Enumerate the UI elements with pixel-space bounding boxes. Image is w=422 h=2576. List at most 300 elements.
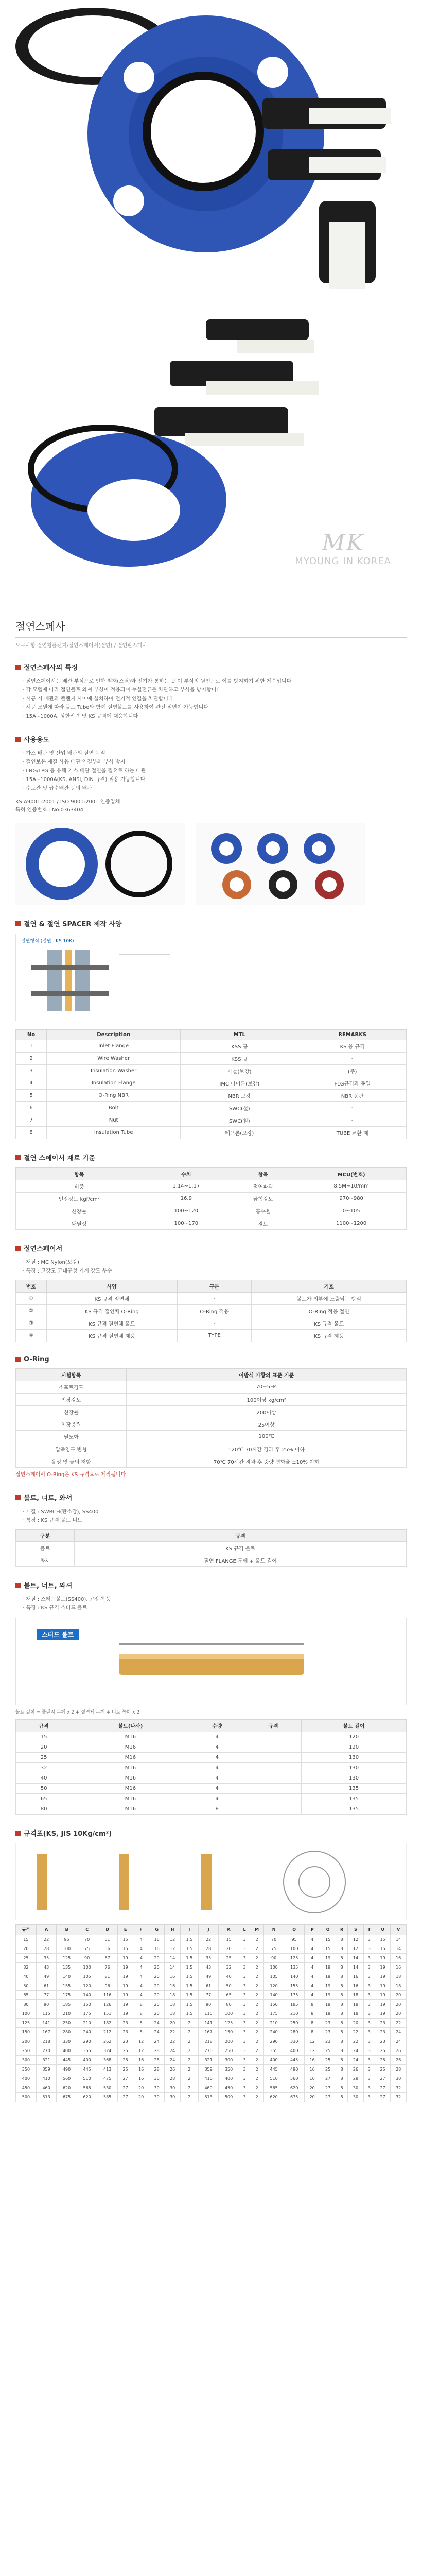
- table-header: REMARKS: [298, 1030, 407, 1040]
- table-cell: 80: [219, 2000, 239, 2009]
- table-cell: 30: [348, 2083, 363, 2093]
- table-cell: 2: [250, 2065, 264, 2074]
- table-cell: 141: [36, 2019, 57, 2028]
- table-header-row: [16, 1369, 407, 1381]
- table-cell: 20: [133, 2083, 149, 2093]
- table-cell: 3: [239, 1991, 250, 2000]
- table-cell: 19: [117, 1972, 133, 1981]
- section-marker-icon: [15, 1495, 21, 1500]
- table-cell: 620: [57, 2083, 77, 2093]
- table-cell: 14: [348, 1963, 363, 1972]
- table-cell: 500: [16, 2093, 37, 2102]
- table-cell: 19: [117, 1981, 133, 1991]
- table-cell: 3: [363, 2000, 375, 2009]
- table-header-row: [16, 1168, 407, 1180]
- insulation-parts-image: [196, 823, 365, 905]
- table-cell: 135: [284, 1963, 305, 1972]
- table-row: [16, 1053, 407, 1065]
- table-cell: 4: [133, 1954, 149, 1963]
- table-cell: 2: [16, 1053, 47, 1065]
- table-cell: 150: [16, 2028, 37, 2037]
- table-cell: 6: [16, 1102, 47, 1114]
- table-cell: 16: [165, 1972, 180, 1981]
- table-cell: 22: [348, 2028, 363, 2037]
- table-row: [16, 1040, 407, 1053]
- table-cell: 76: [97, 1963, 118, 1972]
- table-cell: 620: [263, 2093, 284, 2102]
- table-cell: 24: [149, 2028, 164, 2037]
- list-item: · 시공 시 배관과 플랜지 사이에 설치하여 전기적 연결을 차단합니다: [23, 694, 407, 703]
- dim-heading: [15, 1828, 407, 1838]
- table-cell: 970~980: [296, 1193, 407, 1205]
- table-cell: 흡수율: [230, 1205, 296, 1217]
- table-cell: 30: [391, 2074, 407, 2083]
- table-row: [16, 1205, 407, 1217]
- table-cell: 16: [391, 1963, 407, 1972]
- table-cell: 27: [320, 2093, 336, 2102]
- table-cell: 19: [375, 1981, 390, 1991]
- features-heading: [15, 662, 407, 672]
- table-header: O: [284, 1925, 305, 1935]
- table-cell: 460: [36, 2083, 57, 2093]
- table-cell: 27: [375, 2083, 390, 2093]
- table-header: S: [348, 1925, 363, 1935]
- dim-table-body: [16, 1935, 407, 2102]
- table-cell: 32: [391, 2083, 407, 2093]
- table-cell: 신장률: [16, 1406, 127, 1418]
- table-cell: 150: [219, 2028, 239, 2037]
- table-cell: 368: [97, 2056, 118, 2065]
- table-cell: 350: [16, 2065, 37, 2074]
- table-header-row: [16, 1280, 407, 1293]
- table-row: [16, 1742, 407, 1753]
- table-cell: KS 규격 절연체 제품: [46, 1330, 177, 1342]
- table-cell: 19: [320, 1981, 336, 1991]
- table-cell: 8: [336, 1963, 347, 1972]
- table-cell: KS 규격 절연체: [46, 1293, 177, 1305]
- table-cell: 19: [375, 2000, 390, 2009]
- table-cell: 1.5: [180, 1954, 198, 1963]
- table-cell: 330: [57, 2037, 77, 2046]
- washer-table-body: [16, 1293, 407, 1342]
- table-cell: 12: [348, 1944, 363, 1954]
- table-cell: 24: [391, 2028, 407, 2037]
- table-cell: 27: [320, 2074, 336, 2083]
- table-cell: 24: [348, 2046, 363, 2056]
- table-cell: O-Ring NBR: [47, 1090, 181, 1102]
- table-cell: 22: [198, 1935, 219, 1944]
- table-cell: 28: [348, 2074, 363, 2083]
- table-cell: 450: [219, 2083, 239, 2093]
- table-cell: 압축영구 변형: [16, 1443, 127, 1455]
- table-cell: 413: [97, 2065, 118, 2074]
- table-cell: TUBE 교환 제: [298, 1127, 407, 1139]
- table-cell: 100: [16, 2009, 37, 2019]
- table-cell: NBR 동관: [298, 1090, 407, 1102]
- table-cell: 167: [198, 2028, 219, 2037]
- table-cell: 8: [133, 2009, 149, 2019]
- table-row: [16, 2093, 407, 2102]
- oring-note: 절연스페이서 O-Ring은 KS 규격으로 제작됩니다.: [15, 1472, 128, 1478]
- table-cell: 유성 및 물의 저항: [16, 1455, 127, 1468]
- stud-table: [15, 1719, 407, 1815]
- oring-table: [15, 1368, 407, 1468]
- table-header-row: [16, 1530, 407, 1542]
- table-cell: 28: [149, 2046, 164, 2056]
- table-cell: 140: [284, 1972, 305, 1981]
- table-cell: 3: [363, 2074, 375, 2083]
- spacer-spec-title: 절연 & 절연 SPACER 제작 사양: [24, 921, 122, 928]
- table-cell: 25: [375, 2065, 390, 2074]
- table-cell: 0~105: [296, 1205, 407, 1217]
- table-cell: 3: [239, 2046, 250, 2056]
- table-row: [16, 1972, 407, 1981]
- table-cell: 475: [97, 2074, 118, 2083]
- table-row: [16, 1963, 407, 1972]
- table-cell: 3: [239, 2000, 250, 2009]
- table-cell: 22: [348, 2037, 363, 2046]
- table-cell: 테프론(보강): [181, 1127, 298, 1139]
- table-row: [16, 1418, 407, 1431]
- table-cell: 19: [320, 1972, 336, 1981]
- table-cell: 100: [77, 1963, 97, 1972]
- table-cell: 1.14~1.17: [143, 1180, 230, 1193]
- table-cell: 3: [363, 1981, 375, 1991]
- table-cell: 450: [16, 2083, 37, 2093]
- list-item: · 절연스페이서는 배관 부식으로 인한 철재(스틸)와 전기가 통하는 곳 이 부식의 원인으로 이를 방지하기 위한 제품입니다: [23, 677, 407, 686]
- table-cell: 4: [133, 1981, 149, 1991]
- table-cell: 40: [16, 1972, 37, 1981]
- table-cell: 270: [36, 2046, 57, 2056]
- table-header: 수량: [189, 1720, 245, 1732]
- table-cell: [245, 1732, 301, 1742]
- table-cell: 350: [219, 2065, 239, 2074]
- stud-table-body: [16, 1732, 407, 1815]
- table-cell: 50: [16, 1784, 72, 1794]
- table-cell: 4: [304, 1981, 320, 1991]
- list-item: · 15A~1000A, 상한압력 및 KS 규격에 대응합니다: [23, 712, 407, 721]
- table-cell: 8: [304, 2028, 320, 2037]
- table-cell: 신장률: [16, 1205, 143, 1217]
- table-cell: 12: [133, 2046, 149, 2056]
- table-cell: 200이상: [127, 1406, 407, 1418]
- table-cell: 25: [375, 2056, 390, 2065]
- table-cell: 20: [149, 1981, 164, 1991]
- table-header: 볼트 길이: [302, 1720, 407, 1732]
- table-cell: 2: [250, 1935, 264, 1944]
- table-cell: 15: [375, 1935, 390, 1944]
- table-cell: M16: [72, 1794, 189, 1804]
- table-cell: KS 규격 볼트: [75, 1542, 407, 1554]
- table-cell: 40: [16, 1773, 72, 1784]
- table-cell: 2: [180, 2093, 198, 2102]
- table-cell: 15: [16, 1935, 37, 1944]
- list-item: · 수도관 및 급수배관 등의 배관: [23, 784, 407, 793]
- patent-text: 특허 인증번호 : No.0363404: [15, 807, 84, 813]
- table-cell: 30: [348, 2093, 363, 2102]
- table-cell: 90: [77, 1954, 97, 1963]
- table-cell: 16: [348, 1981, 363, 1991]
- table-cell: 324: [97, 2046, 118, 2056]
- stud-bolt-label: 스터드 볼트: [37, 1629, 79, 1640]
- table-cell: 151: [97, 2009, 118, 2019]
- table-header: V: [391, 1925, 407, 1935]
- spacer-diagram: [15, 934, 190, 1021]
- table-cell: 18: [165, 2000, 180, 2009]
- table-cell: IMC 나이론(보강): [181, 1077, 298, 1090]
- table-cell: 2: [250, 1963, 264, 1972]
- table-cell: 8: [133, 2000, 149, 2009]
- table-cell: 16: [133, 2065, 149, 2074]
- table-cell: 8: [336, 1991, 347, 2000]
- table-cell: 400: [263, 2056, 284, 2065]
- list-item: · 재질 : 스터드볼트(SS400), 고장력 등: [23, 1595, 407, 1604]
- table-header: N: [263, 1925, 284, 1935]
- table-header: 수치: [143, 1168, 230, 1180]
- table-cell: 35: [198, 1954, 219, 1963]
- table-row: [16, 2019, 407, 2028]
- material-heading: [15, 1153, 407, 1162]
- table-cell: 120℃ 70시간 경과 후 25% 이하: [127, 1443, 407, 1455]
- table-cell: 30: [149, 2093, 164, 2102]
- table-cell: 359: [198, 2065, 219, 2074]
- table-cell: 400: [16, 2074, 37, 2083]
- table-cell: 560: [57, 2074, 77, 2083]
- table-cell: 23: [375, 2019, 390, 2028]
- table-cell: 23: [117, 2019, 133, 2028]
- table-cell: 125: [284, 1954, 305, 1963]
- table-cell: ②: [16, 1305, 47, 1317]
- table-cell: 445: [77, 2065, 97, 2074]
- table-cell: 볼트: [16, 1542, 75, 1554]
- table-cell: 70±5Hs: [127, 1381, 407, 1394]
- table-cell: 경도: [230, 1217, 296, 1230]
- table-cell: 2: [250, 2037, 264, 2046]
- table-cell: 250: [16, 2046, 37, 2056]
- table-row: [16, 2028, 407, 2037]
- table-cell: 3: [239, 2019, 250, 2028]
- table-cell: 19: [117, 1954, 133, 1963]
- table-cell: 25이상: [127, 1418, 407, 1431]
- table-row: [16, 1935, 407, 1944]
- section-marker-icon: [15, 665, 21, 670]
- table-cell: 20: [391, 1991, 407, 2000]
- table-cell: 15: [117, 1935, 133, 1944]
- table-cell: 140: [77, 1991, 97, 2000]
- table-row: [16, 1102, 407, 1114]
- table-cell: 19: [117, 2000, 133, 2009]
- table-header: U: [375, 1925, 390, 1935]
- table-cell: 77: [198, 1991, 219, 2000]
- table-cell: 3: [363, 1935, 375, 1944]
- table-cell: 와셔: [16, 1554, 75, 1567]
- table-cell: 620: [284, 2083, 305, 2093]
- table-cell: 19: [375, 1954, 390, 1963]
- table-header: B: [57, 1925, 77, 1935]
- table-header: L: [239, 1925, 250, 1935]
- table-cell: 22: [165, 2037, 180, 2046]
- table-cell: 5: [16, 1090, 47, 1102]
- table-cell: KS 용 규격: [298, 1040, 407, 1053]
- table-cell: 4: [304, 1972, 320, 1981]
- table-row: [16, 1443, 407, 1455]
- table-row: [16, 1114, 407, 1127]
- table-cell: 35: [36, 1954, 57, 1963]
- table-cell: 2: [250, 2083, 264, 2093]
- table-cell: 1.5: [180, 1963, 198, 1972]
- table-header: F: [133, 1925, 149, 1935]
- table-cell: 105: [263, 1972, 284, 1981]
- table-cell: 513: [198, 2093, 219, 2102]
- table-cell: 218: [198, 2037, 219, 2046]
- table-cell: 90: [263, 1954, 284, 1963]
- washer-title: 절연스페이서: [24, 1245, 63, 1253]
- table-cell: 620: [77, 2093, 97, 2102]
- table-cell: 12: [165, 1944, 180, 1954]
- table-cell: 135: [302, 1804, 407, 1815]
- table-cell: 513: [36, 2093, 57, 2102]
- table-cell: 1.5: [180, 2000, 198, 2009]
- table-cell: 19: [320, 1954, 336, 1963]
- table-cell: 비중: [16, 1180, 143, 1193]
- table-cell: 90: [36, 2000, 57, 2009]
- table-row: [16, 2009, 407, 2019]
- table-row: [16, 2046, 407, 2056]
- table-cell: 355: [77, 2046, 97, 2056]
- table-header: J: [198, 1925, 219, 1935]
- spacer-spec-heading: [15, 919, 407, 928]
- table-cell: 175: [57, 1991, 77, 2000]
- cert-info: [15, 798, 407, 815]
- table-cell: 4: [133, 1935, 149, 1944]
- table-cell: 150: [263, 2000, 284, 2009]
- table-cell: 2: [250, 1944, 264, 1954]
- table-cell: 19: [375, 1963, 390, 1972]
- table-header: E: [117, 1925, 133, 1935]
- list-item: · LNG/LPG 등 유해 가스 배관 절연을 필요로 하는 배관: [23, 767, 407, 775]
- table-cell: M16: [72, 1773, 189, 1784]
- parts-table: [15, 1029, 407, 1139]
- table-cell: 182: [97, 2019, 118, 2028]
- product-images-row: [15, 823, 407, 905]
- table-row: [16, 1784, 407, 1794]
- table-cell: 8: [189, 1804, 245, 1815]
- table-cell: 16: [133, 2074, 149, 2083]
- table-cell: 8: [336, 1981, 347, 1991]
- table-cell: 26: [348, 2065, 363, 2074]
- table-header: MCU(번호): [296, 1168, 407, 1180]
- table-cell: 300: [16, 2056, 37, 2065]
- table-cell: 15: [375, 1944, 390, 1954]
- table-cell: 4: [304, 1963, 320, 1972]
- table-cell: 22: [36, 1935, 57, 1944]
- table-cell: 290: [263, 2037, 284, 2046]
- table-cell: O-Ring 적용: [177, 1305, 252, 1317]
- table-cell: 410: [36, 2074, 57, 2083]
- table-cell: 16: [165, 1981, 180, 1991]
- table-row: [16, 1193, 407, 1205]
- table-cell: 175: [263, 2009, 284, 2019]
- table-cell: Insulation Flange: [47, 1077, 181, 1090]
- table-cell: 8: [336, 1935, 347, 1944]
- table-cell: 23: [375, 2028, 390, 2037]
- material-title: 절연 스페이서 재료 기준: [24, 1155, 96, 1162]
- table-cell: 51: [97, 1935, 118, 1944]
- table-cell: 23: [117, 2028, 133, 2037]
- table-cell: 50: [16, 1981, 37, 1991]
- table-cell: 8: [304, 2019, 320, 2028]
- table-cell: 8: [133, 2019, 149, 2028]
- table-cell: 열노화: [16, 1431, 127, 1443]
- insulation-ring-image: [15, 823, 185, 905]
- table-cell: [245, 1763, 301, 1773]
- table-row: [16, 1381, 407, 1394]
- list-item: · 15A~1000A(KS, ANSI, DIN 규격) 적용 가능합니다: [23, 775, 407, 784]
- table-cell: 20: [304, 2083, 320, 2093]
- table-cell: KS 규격 절연체 O-Ring: [46, 1305, 177, 1317]
- table-cell: 155: [57, 1981, 77, 1991]
- table-cell: 12: [348, 1935, 363, 1944]
- oring-table-body: [16, 1381, 407, 1468]
- table-cell: 185: [284, 2000, 305, 2009]
- table-cell: 4: [304, 1944, 320, 1954]
- table-cell: 8: [336, 2083, 347, 2093]
- table-cell: 7: [16, 1114, 47, 1127]
- table-cell: 25: [320, 2056, 336, 2065]
- table-cell: 130: [302, 1763, 407, 1773]
- table-cell: 8: [304, 2009, 320, 2019]
- table-cell: 100: [263, 1963, 284, 1972]
- table-header: R: [336, 1925, 347, 1935]
- stud-title: 볼트, 너트, 와셔: [24, 1582, 73, 1590]
- table-cell: 3: [363, 1963, 375, 1972]
- dim-diagrams: [15, 1843, 407, 1920]
- table-cell: 27: [320, 2083, 336, 2093]
- table-cell: O-Ring 적용 절연: [252, 1305, 407, 1317]
- table-cell: 585: [97, 2093, 118, 2102]
- table-cell: 175: [284, 1991, 305, 2000]
- table-cell: 2: [250, 2093, 264, 2102]
- page-subtitle: 요구사항 절연형플랜지/절연스페이서(절연) / 절연판스페사: [15, 643, 147, 649]
- table-cell: 65: [16, 1991, 37, 2000]
- table-cell: TYPE: [177, 1330, 252, 1342]
- bolt-title: 볼트, 너트, 와셔: [24, 1495, 73, 1502]
- table-cell: 19: [375, 1972, 390, 1981]
- table-cell: 2: [250, 2019, 264, 2028]
- table-cell: 70: [263, 1935, 284, 1944]
- table-cell: 23: [375, 2037, 390, 2046]
- table-cell: -: [298, 1053, 407, 1065]
- table-cell: 490: [284, 2065, 305, 2074]
- table-cell: ③: [16, 1317, 47, 1330]
- table-cell: 25: [16, 1753, 72, 1763]
- table-row: [16, 1127, 407, 1139]
- table-cell: 20: [304, 2093, 320, 2102]
- table-cell: 16: [304, 2065, 320, 2074]
- table-cell: 25: [117, 2046, 133, 2056]
- list-item: · 절연보온 재질 사용 배관 연결부의 부식 방지: [23, 758, 407, 767]
- table-cell: 3: [363, 2093, 375, 2102]
- table-cell: 200: [16, 2037, 37, 2046]
- table-cell: 115: [36, 2009, 57, 2019]
- table-cell: 3: [363, 2019, 375, 2028]
- table-cell: 359: [36, 2065, 57, 2074]
- table-cell: 95: [57, 1935, 77, 1944]
- table-cell: 210: [284, 2009, 305, 2019]
- table-cell: 167: [36, 2028, 57, 2037]
- table-header: I: [180, 1925, 198, 1935]
- features-list: [15, 677, 407, 721]
